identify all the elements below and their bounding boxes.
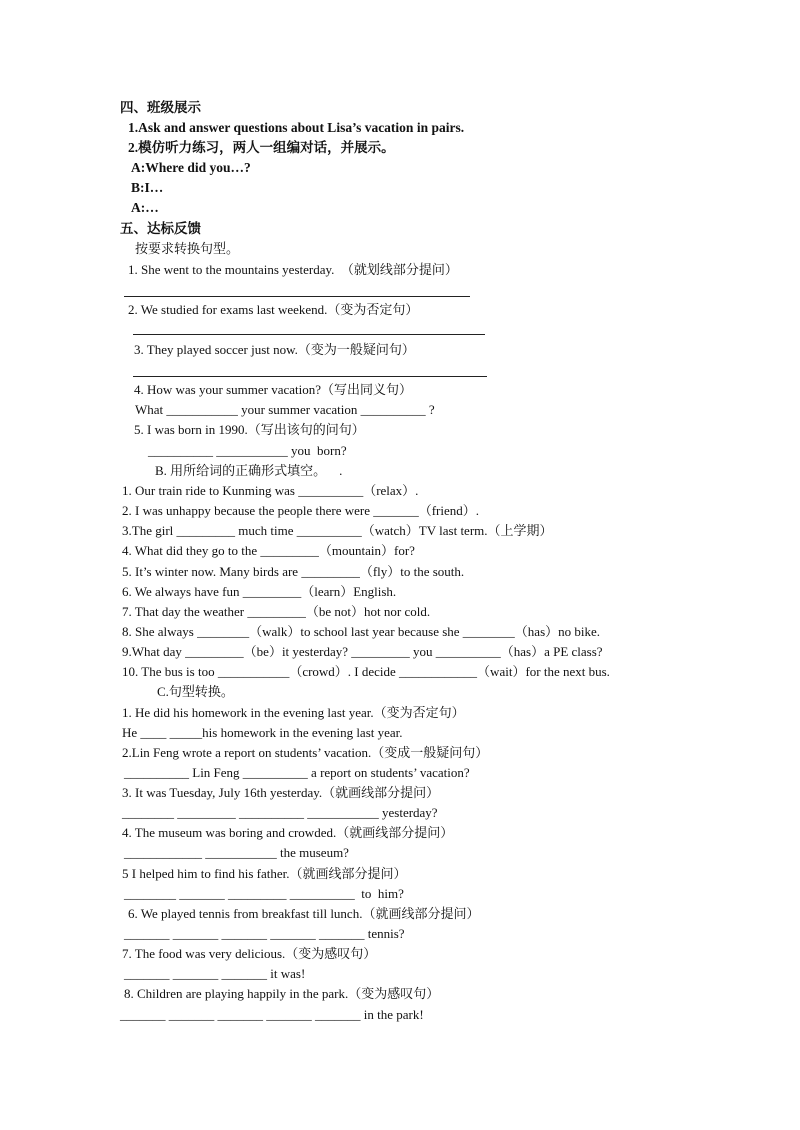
part-a-instruction: 按要求转换句型。 (135, 241, 240, 256)
part-c-line-14: _______ _______ _______ it was! (124, 966, 306, 981)
section-4-item-5: A:… (131, 200, 159, 215)
part-c-line-11: 6. We played tennis from breakfast till lunch.（就画线部分提问） (128, 906, 480, 921)
part-c-line-12: _______ _______ _______ _______ _______ tennis? (124, 926, 405, 941)
part-b-item-1: 1. Our train ride to Kunming was __________（relax）. (122, 483, 419, 498)
part-b-item-3: 3.The girl _________ much time __________（watch）TV last term.（上学期） (122, 523, 553, 538)
part-b-item-6: 6. We always have fun _________（learn）English. (122, 584, 397, 599)
part-c-line-6: ________ _________ __________ ___________ yesterday? (122, 805, 438, 820)
part-c-line-7: 4. The museum was boring and crowded.（就画线部分提问） (122, 825, 454, 840)
part-b-item-9: 9.What day _________（be）it yesterday? _________ you __________（has）a PE class? (122, 644, 603, 659)
part-b-item-5: 5. It’s winter now. Many birds are _________（fly）to the south. (122, 564, 465, 579)
section-4-item-4: B:I… (131, 180, 164, 195)
part-a-answer-5: __________ ___________ you born? (148, 443, 347, 458)
part-c-line-13: 7. The food was very delicious.（变为感叹句） (122, 946, 377, 961)
section-5-heading: 五、达标反馈 (120, 221, 201, 236)
part-c-line-16: _______ _______ _______ _______ _______ in the park! (120, 1007, 424, 1022)
part-b-item-8: 8. She always ________（walk）to school last year because she ________（has）no bike. (122, 624, 601, 639)
part-c-line-10: ________ _______ _________ __________ to him? (124, 886, 404, 901)
part-c-line-5: 3. It was Tuesday, July 16th yesterday.（就画线部分提问） (122, 785, 440, 800)
part-c-line-3: 2.Lin Feng wrote a report on students’ vacation.（变成一般疑问句） (122, 745, 489, 760)
section-4-item-1: 1.Ask and answer questions about Lisa’s vacation in pairs. (128, 120, 465, 135)
part-a-question-2: 2. We studied for exams last weekend.（变为否定句） (128, 302, 419, 317)
part-c-line-1: 1. He did his homework in the evening last year.（变为否定句） (122, 705, 465, 720)
part-a-question-5: 5. I was born in 1990.（写出该句的问句） (134, 422, 365, 437)
part-c-line-9: 5 I helped him to find his father.（就画线部分提问） (122, 866, 407, 881)
part-a-question-1: 1. She went to the mountains yesterday. （就划线部分提问） (128, 262, 458, 277)
part-c-line-8: ____________ ___________ the museum? (124, 845, 349, 860)
section-4-item-2: 2.模仿听力练习，两人一组编对话，并展示。 (128, 140, 395, 155)
answer-line-1 (124, 296, 470, 297)
answer-line-2 (133, 334, 485, 335)
part-b-item-10: 10. The bus is too ___________（crowd）. I decide ____________（wait）for the next bus. (122, 664, 610, 679)
answer-line-3 (133, 376, 487, 377)
part-b-heading: B. 用所给词的正确形式填空。 . (155, 463, 343, 478)
section-4-heading: 四、班级展示 (120, 100, 201, 115)
part-c-line-2: He ____ _____his homework in the evening last year. (122, 725, 403, 740)
section-4-item-3: A:Where did you…? (131, 160, 251, 175)
part-a-answer-4: What ___________ your summer vacation __________ ? (135, 402, 435, 417)
part-a-question-3: 3. They played soccer just now.（变为一般疑问句） (134, 342, 415, 357)
part-b-item-2: 2. I was unhappy because the people there were _______（friend）. (122, 503, 480, 518)
part-b-item-4: 4. What did they go to the _________（mountain）for? (122, 543, 415, 558)
part-a-question-4: 4. How was your summer vacation?（写出同义句） (134, 382, 413, 397)
part-b-item-7: 7. That day the weather _________（be not）hot nor cold. (122, 604, 431, 619)
part-c-line-15: 8. Children are playing happily in the park.（变为感叹句） (124, 986, 440, 1001)
part-c-heading: C.句型转换。 (157, 684, 234, 699)
part-c-line-4: __________ Lin Feng __________ a report on students’ vacation? (124, 765, 470, 780)
